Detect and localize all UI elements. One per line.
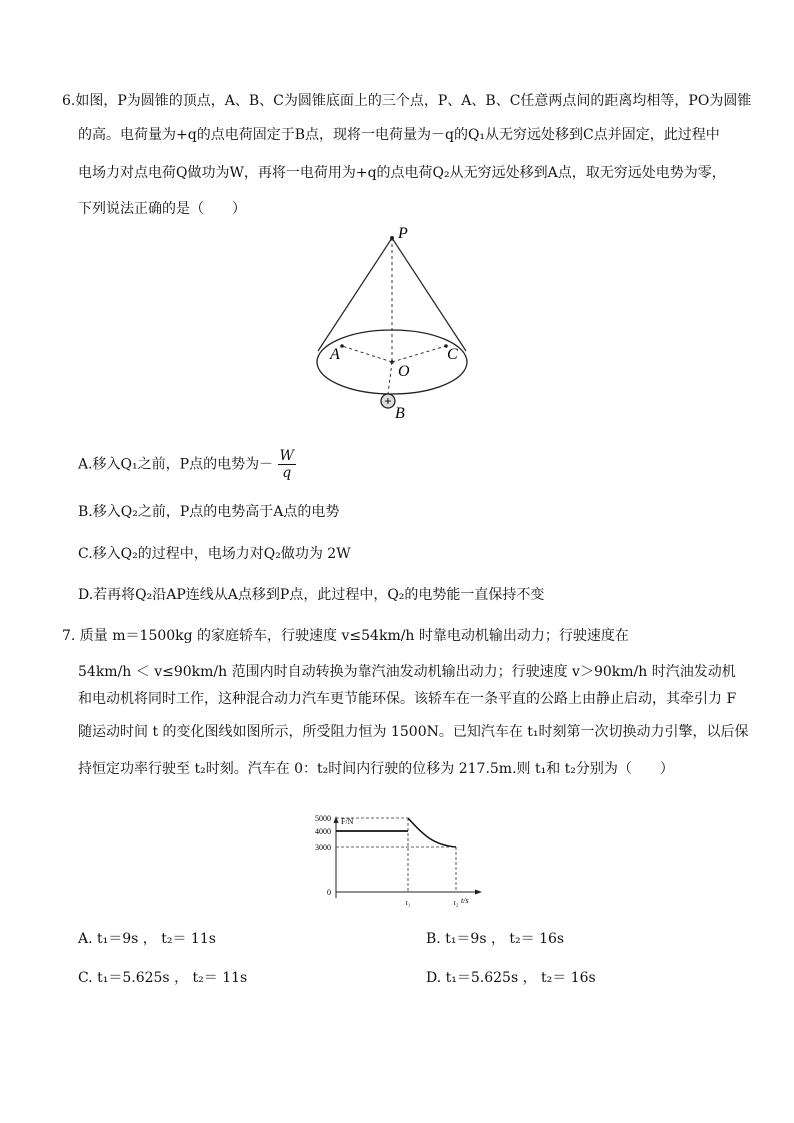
cone-figure <box>300 218 480 426</box>
q6-stem-line3: 电场力对点电荷Q做功为W，再将一电荷用为+q的点电荷Q₂从无穷远处移到A点，取无穷远处电势为零， <box>78 165 726 181</box>
x-axis-label: t/s <box>461 896 469 905</box>
point-A <box>340 344 344 348</box>
point-P <box>390 236 394 240</box>
label-A: A <box>330 346 340 363</box>
q6-option-a-fraction <box>278 448 296 481</box>
q6-stem-line2: 的高。电荷量为+q的点电荷固定于B点，现将一电荷量为－q的Q₁从无穷远处移到C点并固定，此过程中 <box>78 127 720 143</box>
force-time-graph <box>298 812 488 916</box>
q6-option-a-denominator: q <box>282 465 292 481</box>
segment-OC <box>392 346 446 362</box>
y-tick-3000: 3000 <box>315 843 331 852</box>
label-C: C <box>447 346 458 363</box>
q6-stem-line4: 下列说法正确的是（ ） <box>78 201 246 217</box>
q7-stem-line2: 54km/h ＜ v≤90km/h 范围内时自动转换为靠汽油发动机输出动力；行驶速度 v＞90km/h 时汽油发动机 <box>78 664 736 680</box>
y-axis-label: F/N <box>341 817 354 826</box>
x-tick-t2: t₂ <box>453 899 459 907</box>
label-P: P <box>398 225 408 242</box>
label-B: B <box>395 405 405 422</box>
charge-B-sign: + <box>384 393 392 409</box>
y-tick-0: 0 <box>327 888 331 897</box>
y-tick-5000: 5000 <box>315 814 331 823</box>
q7-stem-line5: 持恒定功率行驶至 t₂时刻。汽车在 0：t₂时间内行驶的位移为 217.5m.则 t₁和 t₂分别为（ ） <box>78 761 674 777</box>
segment-OA <box>342 346 392 362</box>
q6-option-a-numerator: W <box>279 448 294 464</box>
q7-option-b[interactable]: B. t₁＝9s ， t₂＝ 16s <box>426 931 565 947</box>
q6-option-a[interactable] <box>78 448 296 481</box>
q7-stem-line3: 和电动机将同时工作，这种混合动力汽车更节能环保。该轿车在一条平直的公路上由静止启动，其牵引力 F <box>78 691 737 707</box>
q7-option-a[interactable]: A. t₁＝9s ， t₂＝ 11s <box>78 931 216 947</box>
x-tick-t1: t₁ <box>405 899 411 907</box>
segment-OB <box>388 362 392 394</box>
q6-stem-line1: 6.如图，P为圆锥的顶点，A、B、C为圆锥底面上的三个点，P、A、B、C任意两点间的距离均相等，PO为圆锥 <box>62 93 752 109</box>
q7-stem-line4: 随运动时间 t 的变化图线如图所示，所受阻力恒为 1500N。已知汽车在 t₁时刻第一次切换动力引擎，以后保 <box>78 724 749 740</box>
segment-decreasing-force <box>408 818 456 847</box>
point-O <box>390 360 394 364</box>
y-tick-4000: 4000 <box>315 827 331 836</box>
q6-option-b[interactable]: B.移入Q₂之前，P点的电势高于A点的电势 <box>78 504 340 520</box>
label-O: O <box>398 363 410 380</box>
q6-option-a-text: A.移入Q₁之前，P点的电势为－ <box>78 456 274 473</box>
x-axis-arrow <box>475 890 482 895</box>
q7-stem-line1: 7. 质量 m＝1500kg 的家庭轿车，行驶速度 v≤54km/h 时靠电动机输出动力；行驶速度在 <box>62 628 629 644</box>
y-axis-arrow <box>334 816 339 823</box>
q6-option-d[interactable]: D.若再将Q₂沿AP连线从A点移到P点，此过程中，Q₂的电势能一直保持不变 <box>78 587 545 603</box>
q6-option-c[interactable]: C.移入Q₂的过程中，电场力对Q₂做功为 2W <box>78 546 351 562</box>
q7-option-c[interactable]: C. t₁＝5.625s ， t₂＝ 11s <box>78 970 248 986</box>
q7-option-d[interactable]: D. t₁＝5.625s ， t₂＝ 16s <box>426 970 596 986</box>
